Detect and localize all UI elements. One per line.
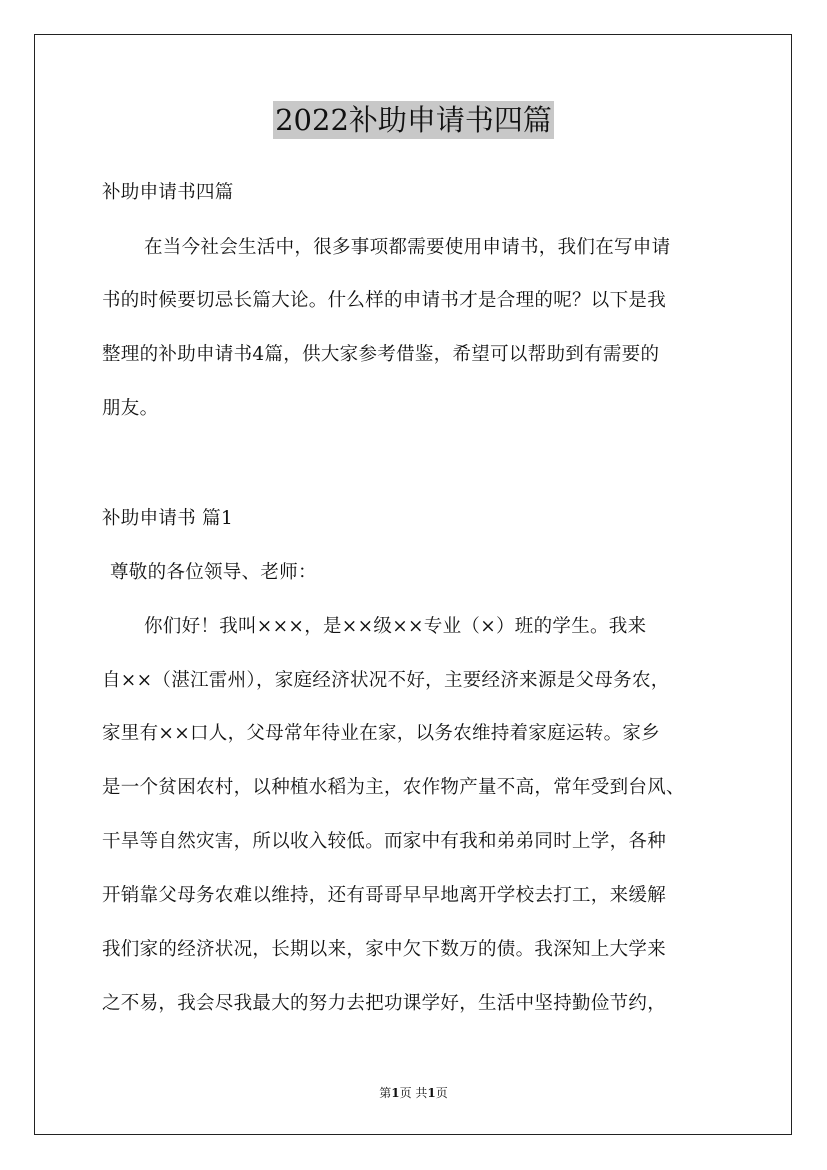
page-number: 1: [391, 1086, 400, 1100]
paragraph-line: 你们好！我叫×××，是××级××专业（×）班的学生。我来: [144, 616, 647, 637]
document-title: 2022补助申请书四篇: [275, 103, 552, 137]
paragraph-line: 家里有××口人，父母常年待业在家，以务农维持着家庭运转。家乡: [102, 723, 661, 744]
footer-suffix: 页: [435, 1086, 448, 1100]
salutation: 尊敬的各位领导、老师：: [110, 562, 317, 583]
paragraph-line: 在当今社会生活中，很多事项都需要使用申请书，我们在写申请: [144, 237, 671, 258]
paragraph-line: 我们家的经济状况，长期以来，家中欠下数万的债。我深知上大学来: [102, 939, 667, 960]
footer-prefix: 第: [379, 1086, 392, 1100]
paragraph-line: 整理的补助申请书4篇，供大家参考借鉴，希望可以帮助到有需要的: [102, 344, 660, 365]
paragraph-line: 书的时候要切忌长篇大论。什么样的申请书才是合理的呢？以下是我: [102, 290, 667, 311]
section-heading: 补助申请书 篇1: [102, 508, 234, 529]
section-heading: 补助申请书四篇: [102, 182, 234, 203]
paragraph-line: 自××（湛江雷州），家庭经济状况不好，主要经济来源是父母务农，: [102, 670, 670, 691]
paragraph-line: 开销靠父母务农难以维持，还有哥哥早早地离开学校去打工，来缓解: [102, 885, 667, 906]
paragraph-line: 是一个贫困农村，以种植水稻为主，农作物产量不高，常年受到台风、: [102, 777, 685, 798]
paragraph-line: 之不易，我会尽我最大的努力去把功课学好，生活中坚持勤俭节约，: [102, 993, 667, 1014]
page-total: 1: [427, 1086, 436, 1100]
page-footer: [0, 1084, 827, 1101]
paragraph-line: 干旱等自然灾害，所以收入较低。而家中有我和弟弟同时上学，各种: [102, 831, 667, 852]
paragraph-line: 朋友。: [102, 398, 159, 419]
footer-mid: 页 共: [399, 1086, 428, 1100]
document-title-row: [0, 100, 827, 140]
